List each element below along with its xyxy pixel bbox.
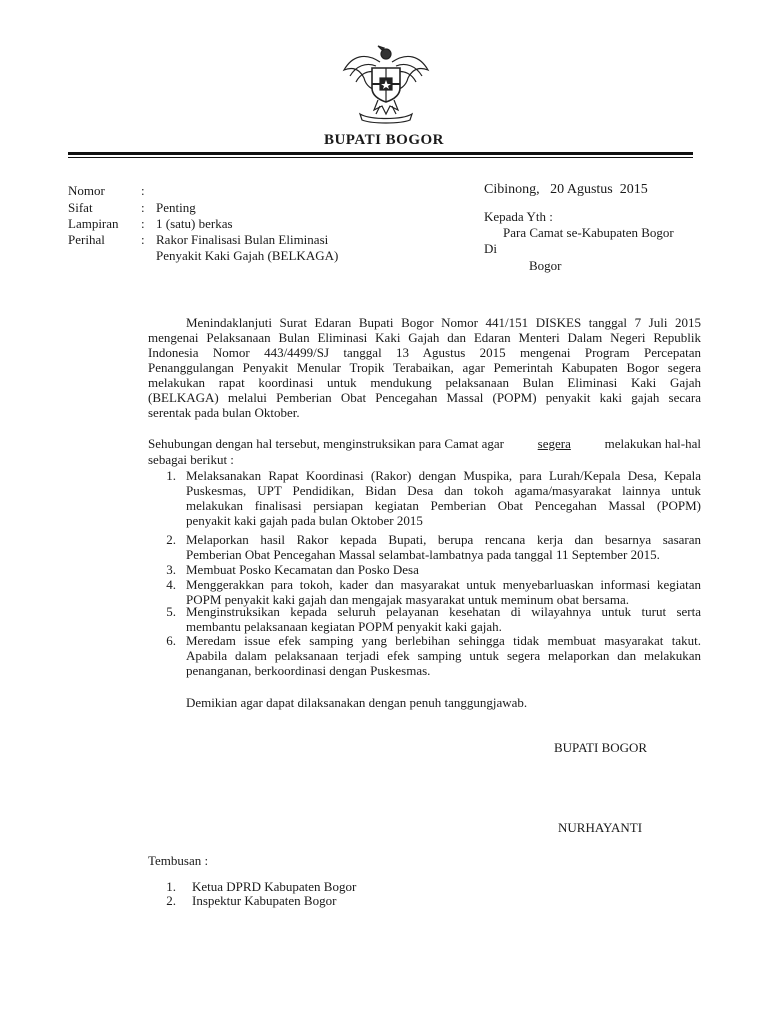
list-item (186, 604, 701, 634)
list-item-line: Membuat Posko Kecamatan dan Posko Desa (186, 562, 419, 577)
list-item-line: Pemberian Obat Pencegahan Massal selambat-lambatnya pada tanggal 11 September 2015. (186, 547, 660, 562)
recipient-city: Bogor (529, 258, 562, 273)
paragraph-2-line1 (148, 436, 701, 451)
recipient-name: Para Camat se-Kabupaten Bogor (503, 225, 674, 240)
list-item-line: Melaporkan hasil Rakor kepada Bupati, berupa rencana kerja dan besarnya sasaran (186, 532, 701, 547)
list-item-number: 6. (166, 633, 176, 648)
list-item (186, 532, 701, 562)
paragraph-1 (148, 315, 701, 420)
perihal-label: Perihal (68, 232, 105, 247)
paragraph-2-after: melakukan hal-hal (604, 436, 701, 451)
list-item-line: melakukan finalisasi persiapan kegiatan Pemberian Obat Pencegahan Massal (POPM) (186, 498, 701, 513)
paragraph-line: melakukan rapat koordinasi untuk mendukung pelaksanaan Bulan Eliminasi Kaki Gajah (148, 375, 701, 390)
paragraph-line: Penanggulangan Penyakit Menular Tropik Terabaikan, agar Pemerintah Kabupaten Bogor segera (148, 360, 701, 375)
letterhead-rule-thin (68, 157, 693, 158)
closing-sentence: Demikian agar dapat dilaksanakan dengan penuh tanggungjawab. (186, 695, 528, 710)
tembusan-label: Tembusan : (148, 853, 209, 868)
list-item (186, 562, 701, 577)
paragraph-2-emphasis: segera (537, 436, 571, 451)
paragraph-2-before: Sehubungan dengan hal tersebut, menginstruksikan para Camat agar (148, 436, 504, 451)
list-item-line: Melaksanakan Rapat Koordinasi (Rakor) dengan Muspika, para Lurah/Kepala Desa, Kepala (186, 468, 701, 483)
list-item-line: Puskesmas, UPT Pendidikan, Bidan Desa dan tokoh agama/masyarakat lainnya untuk (186, 483, 701, 498)
paragraph-line: (BELKAGA) melalui Pemberian Obat Pencegahan Massal (POPM) penyakit kaki gajah secara (148, 390, 701, 405)
signature-name: NURHAYANTI (558, 820, 643, 835)
recipient-kepada: Kepada Yth : (484, 209, 553, 224)
perihal-value-line1: Rakor Finalisasi Bulan Eliminasi (156, 232, 329, 247)
list-item-line: Menggerakkan para tokoh, kader dan masyarakat untuk menyebarluaskan informasi kegiatan (186, 577, 701, 592)
signature-title: BUPATI BOGOR (554, 740, 648, 755)
sifat-colon: : (141, 200, 145, 215)
nomor-label: Nomor (68, 183, 105, 198)
sifat-label: Sifat (68, 200, 93, 215)
tembusan-item: Inspektur Kabupaten Bogor (192, 893, 337, 908)
recipient-di: Di (484, 241, 497, 256)
letterhead-title: BUPATI BOGOR (323, 132, 445, 148)
list-item-number: 2. (166, 532, 176, 547)
list-item-number: 4. (166, 577, 176, 592)
list-item-line: penanganan, berkoordinasi dengan Puskesmas. (186, 663, 431, 678)
paragraph-2-line2: sebagai berikut : (148, 452, 234, 467)
list-item-line: Menginstruksikan kepada seluruh pelayanan kesehatan di wilayahnya untuk turut serta (186, 604, 701, 619)
sifat-value: Penting (156, 200, 196, 215)
perihal-value-line2: Penyakit Kaki Gajah (BELKAGA) (156, 248, 339, 263)
list-item-number: 3. (166, 562, 176, 577)
list-item-line: Apabila dalam pelaksanaan terjadi efek samping untuk segera melaporkan dan melakukan (186, 648, 701, 663)
list-item-line: penyakit kaki gajah pada bulan Oktober 2015 (186, 513, 423, 528)
tembusan-item-number: 2. (166, 893, 176, 908)
nomor-colon: : (141, 183, 145, 198)
list-item-line: membantu pelaksanaan kegiatan POPM penyakit kaki gajah. (186, 619, 502, 634)
garuda-emblem-icon (340, 44, 432, 124)
list-item (186, 633, 701, 678)
paragraph-line: Indonesia Nomor 443/4499/SJ tanggal 13 Agustus 2015 mengenai Program Percepatan (148, 345, 701, 360)
paragraph-line: Menindaklanjuti Surat Edaran Bupati Bogor Nomor 441/151 DISKES tanggal 7 Juli 2015 (186, 315, 701, 330)
paragraph-line: serentak pada bulan Oktober. (148, 405, 300, 420)
paragraph-line: mengenai Pelaksanaan Bulan Eliminasi Kaki Gajah dan Edaran Menteri Dalam Negeri Republik (148, 330, 701, 345)
list-item-number: 5. (166, 604, 176, 619)
tembusan-item: Ketua DPRD Kabupaten Bogor (192, 879, 357, 894)
lampiran-value: 1 (satu) berkas (156, 216, 233, 231)
list-item-number: 1. (166, 468, 176, 483)
lampiran-label: Lampiran (68, 216, 119, 231)
place-date: Cibinong, 20 Agustus 2015 (484, 182, 648, 197)
tembusan-item-number: 1. (166, 879, 176, 894)
list-item (186, 577, 701, 607)
list-item-line: POPM penyakit kaki gajah dan mengajak masyarakat untuk meminum obat bersama. (186, 592, 629, 607)
letterhead-rule-thick (68, 152, 693, 155)
list-item (186, 468, 701, 528)
lampiran-colon: : (141, 216, 145, 231)
list-item-line: Meredam issue efek samping yang berlebihan sehingga tidak membuat masyarakat takut. (186, 633, 701, 648)
perihal-colon: : (141, 232, 145, 247)
